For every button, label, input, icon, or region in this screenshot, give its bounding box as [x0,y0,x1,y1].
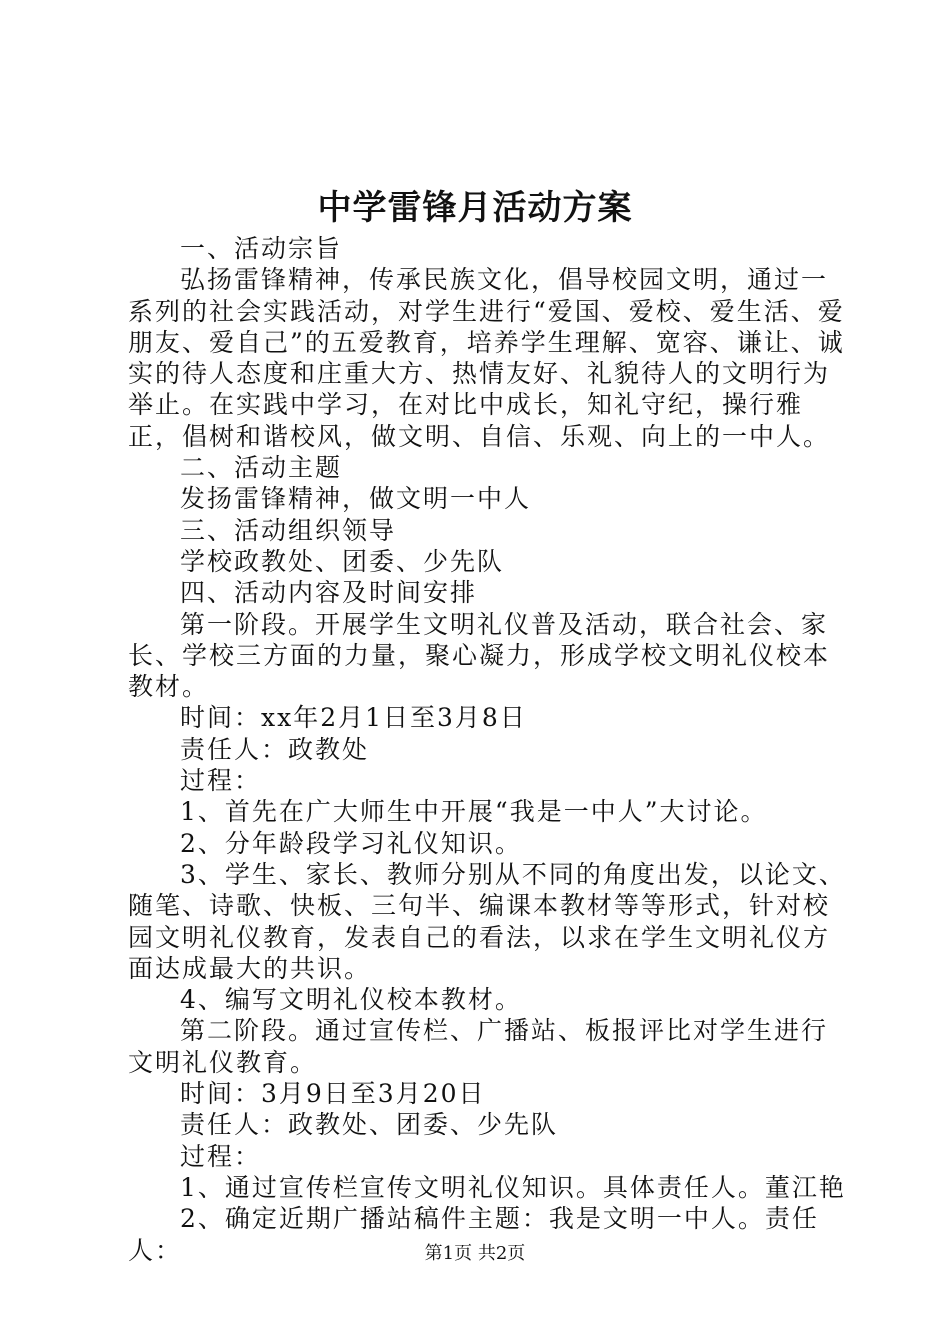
list-item: 3、学生、家长、教师分别从不同的角度出发，以论文、随笔、诗歌、快板、三句半、编课本教材等等形式，针对校园文明礼仪教育，发表自己的看法，以求在学生文明礼仪方面达成最大的共识。 [128,859,846,983]
paragraph-organization: 学校政教处、团委、少先队 [180,546,505,576]
list-item: 1、通过宣传栏宣传文明礼仪知识。具体责任人。董江艳 [180,1172,846,1202]
paragraph-phase-one: 第一阶段。开展学生文明礼仪普及活动，联合社会、家长、学校三方面的力量，聚心凝力，形成学校文明礼仪校本教材。 [128,609,831,702]
list-item: 2、分年龄段学习礼仪知识。 [180,828,522,858]
paragraph-phase-one-time: 时间：xx年2月1日至3月8日 [180,703,527,733]
list-item: 1、首先在广大师生中开展“我是一中人”大讨论。 [180,797,768,827]
paragraph-purpose: 弘扬雷锋精神，传承民族文化，倡导校园文明，通过一系列的社会实践活动，对学生进行“爱国、爱校、爱生活、爱朋友、爱自己”的五爱教育，培养学生理解、宽容、谦让、诚实的待人态度和庄重大方、热情友好、礼貌待人的文明行为举止。在实践中学习，在对比中成长，知礼守纪，操行雅正，倡树和谐校风，做文明、自信、乐观、向上的一中人。 [128,265,845,451]
section-heading-schedule: 四、活动内容及时间安排 [180,578,478,608]
document-body [128,233,854,1266]
paragraph-phase-two: 第二阶段。通过宣传栏、广播站、板报评比对学生进行文明礼仪教育。 [128,1016,829,1077]
list-item: 2、确定近期广播站稿件主题：我是文明一中人。责任人： [128,1204,819,1265]
paragraph-phase-one-process: 过程： [180,766,262,796]
paragraph-theme: 发扬雷锋精神，做文明一中人 [180,484,532,514]
page-number-footer: 第1页 共2页 [424,1243,526,1264]
paragraph-phase-two-owner: 责任人：政教处、团委、少先队 [180,1110,559,1140]
section-heading-theme: 二、活动主题 [180,453,343,483]
paragraph-phase-one-owner: 责任人：政教处 [180,734,370,764]
paragraph-phase-two-time: 时间：3月9日至3月20日 [180,1079,486,1109]
document-title: 中学雷锋月活动方案 [317,188,633,228]
section-heading-purpose: 一、活动宗旨 [180,234,343,263]
list-item: 4、编写文明礼仪校本教材。 [180,985,522,1015]
paragraph-phase-two-process: 过程： [180,1141,262,1171]
section-heading-organization: 三、活动组织领导 [180,515,397,545]
